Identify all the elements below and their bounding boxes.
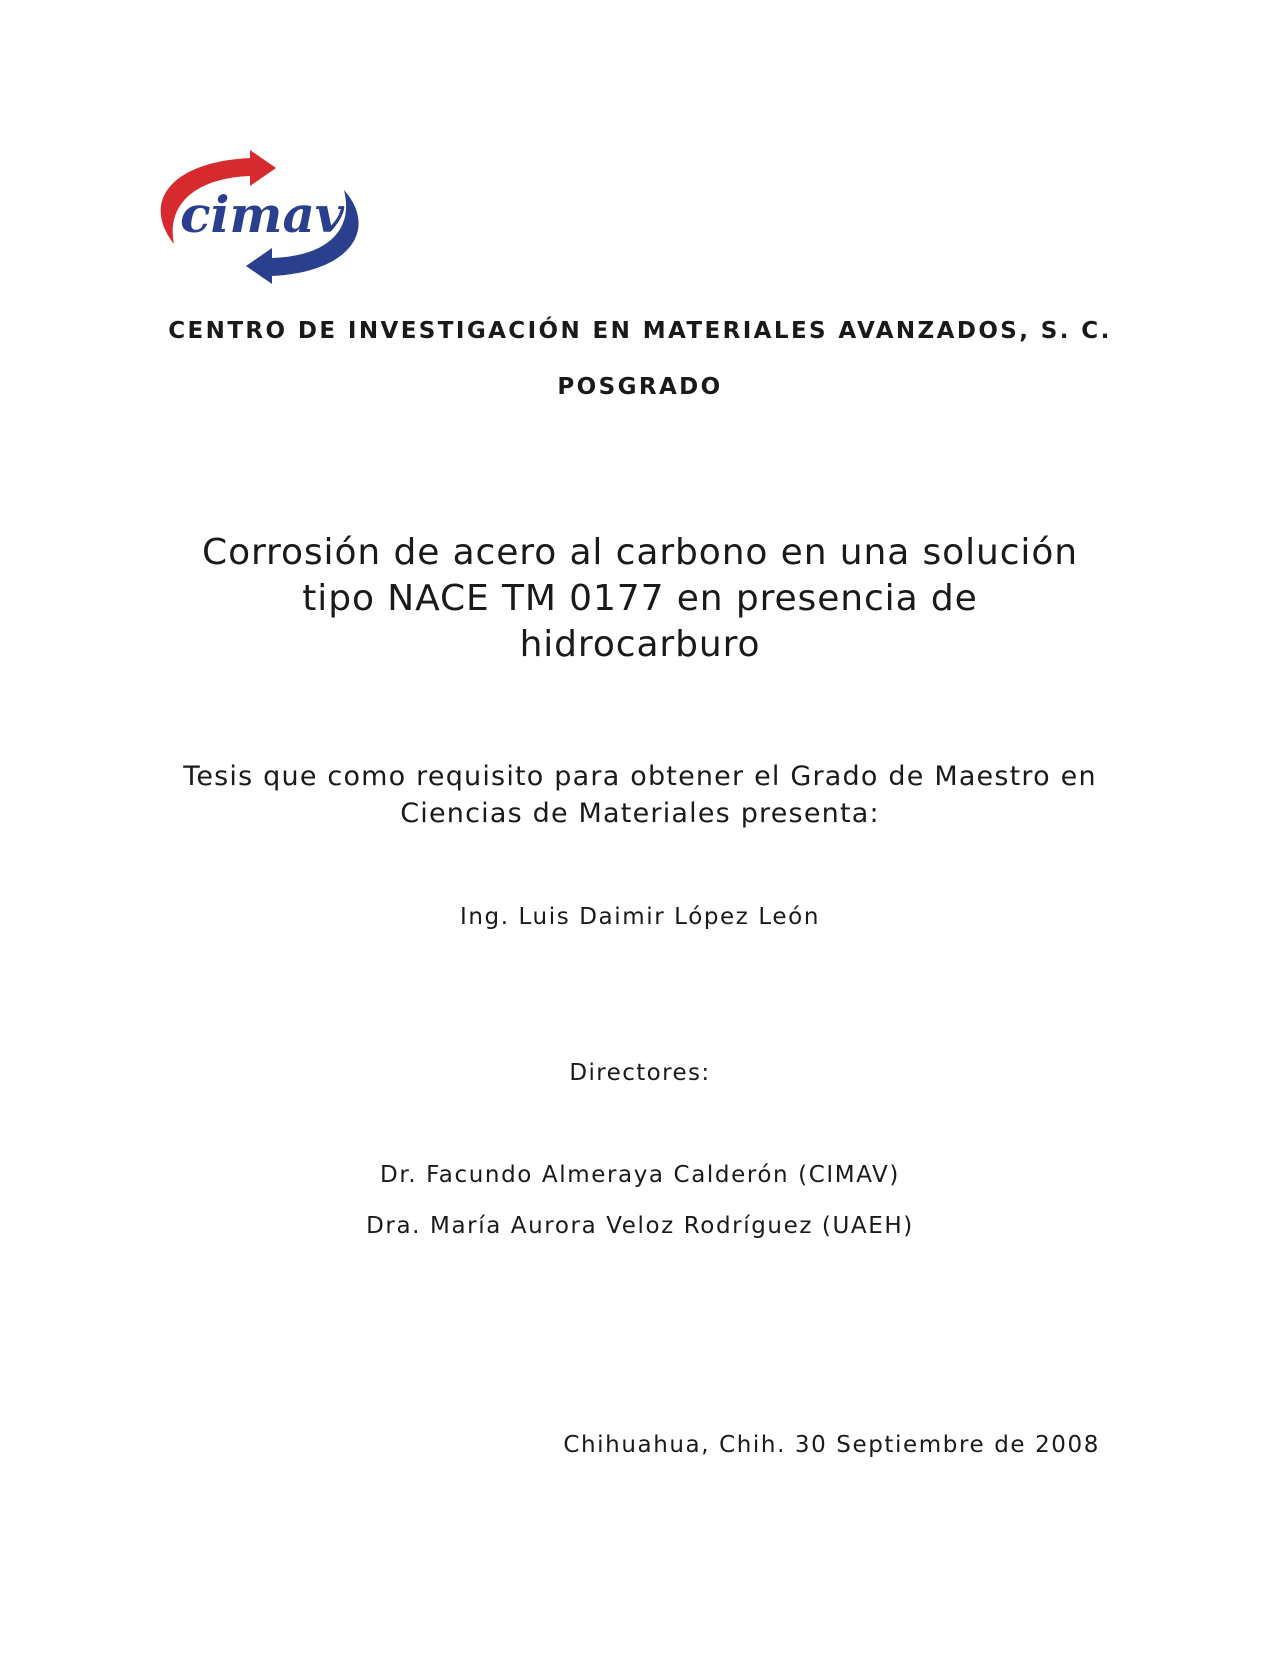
cimav-logo-text: cimav (180, 185, 344, 244)
thesis-purpose-line: Ciencias de Materiales presenta: (400, 798, 880, 829)
institution-name: CENTRO DE INVESTIGACIÓN EN MATERIALES AVANZADOS, S. C. (168, 318, 1112, 344)
author-name: Ing. Luis Daimir López León (459, 904, 821, 930)
cimav-logo (138, 142, 384, 294)
thesis-title-line: tipo NACE TM 0177 en presencia de (302, 578, 978, 619)
program-name: POSGRADO (557, 374, 723, 400)
thesis-purpose (140, 758, 1140, 832)
thesis-title (170, 530, 1110, 668)
thesis-title-line: hidrocarburo (519, 624, 761, 665)
place-and-date: Chihuahua, Chih. 30 Septiembre de 2008 (563, 1432, 1100, 1458)
thesis-title-line: Corrosión de acero al carbono en una solución (202, 532, 1078, 573)
director-name: Dra. María Aurora Veloz Rodríguez (UAEH) (366, 1213, 914, 1239)
directors-label: Directores: (569, 1060, 711, 1086)
director-name: Dr. Facundo Almeraya Calderón (CIMAV) (380, 1162, 900, 1188)
thesis-purpose-line: Tesis que como requisito para obtener el Grado de Maestro en (183, 761, 1097, 792)
